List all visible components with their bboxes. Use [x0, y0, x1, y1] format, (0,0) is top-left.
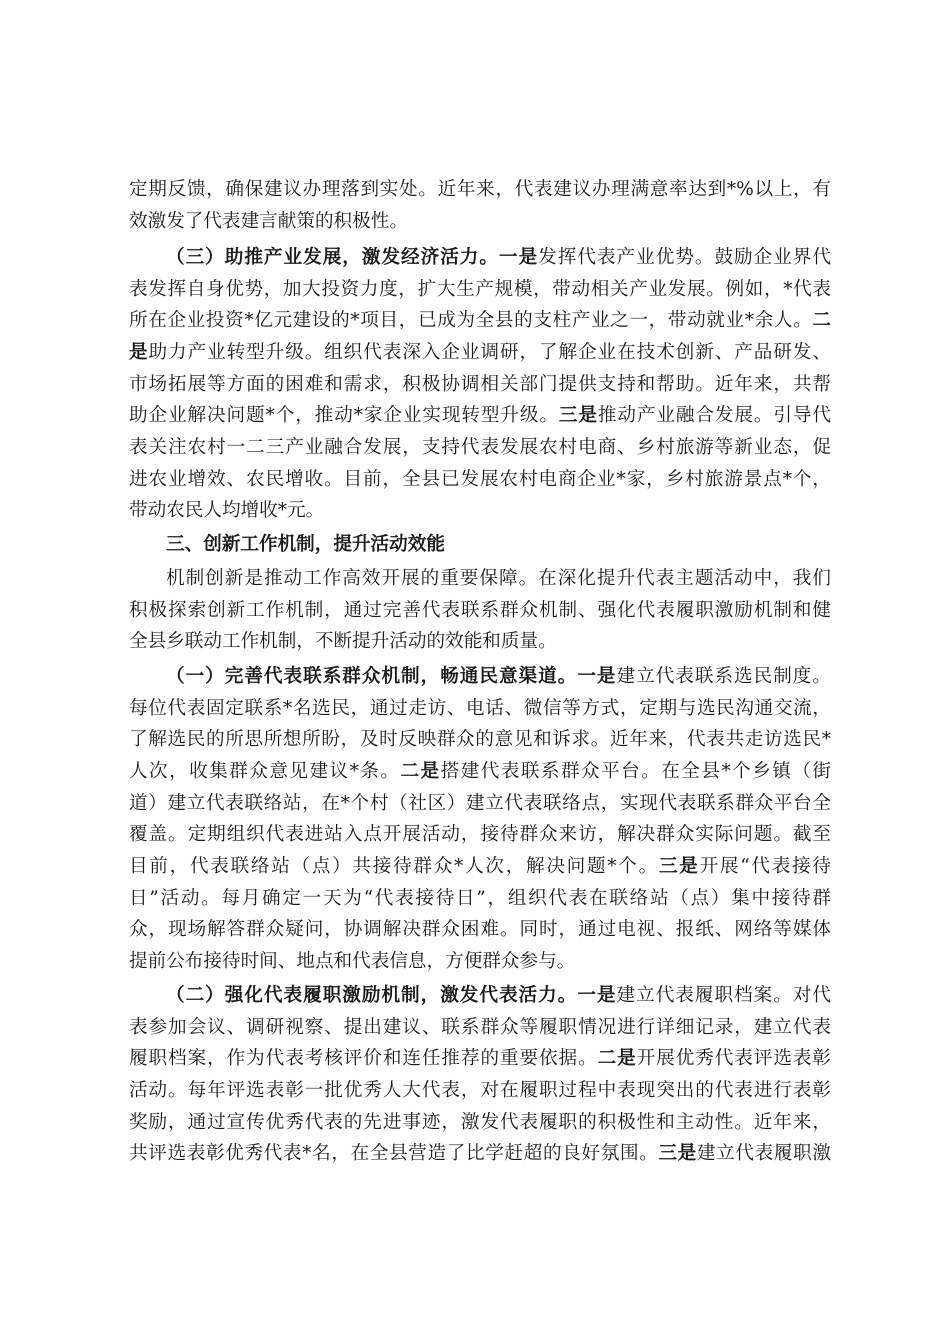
- bold-text-run: （一）完善代表联系群众机制，畅通民意渠道。: [166, 666, 578, 687]
- paragraph-line: [166, 564, 831, 594]
- text-run: 推动产业融合发展。引导代: [597, 405, 831, 426]
- bold-text-run: 三是: [558, 405, 598, 426]
- paragraph-line: [129, 275, 831, 305]
- paragraph-line: [129, 596, 831, 626]
- text-run: 共评选表彰优秀代表*名，在全县营造了比学赶超的良好氛围。: [129, 1143, 659, 1164]
- text-run: 定期反馈，确保建议办理落到实处。近年来，代表建议办理满意率达到*%以上，有: [129, 179, 831, 200]
- paragraph-line: [129, 496, 831, 526]
- text-run: 助企业解决问题*个，推动*家企业实现转型升级。: [129, 405, 559, 426]
- text-run: 目前，代表联络站（点）共接待群众*人次，解决问题*个。: [129, 856, 659, 877]
- paragraph-line: [129, 915, 831, 945]
- paragraph-line: [129, 338, 831, 368]
- text-run: 奖励，通过宣传优秀代表的先进事迹，激发代表履职的积极性和主动性。近年来，: [129, 1112, 831, 1133]
- bold-text-run: （二）强化代表履职激励机制，激发代表活力。: [166, 985, 578, 1006]
- bold-text-run: 二是: [400, 761, 441, 782]
- text-run: 日”活动。每月确定一天为“代表接待日”，组织代表在联络站（点）集中接待群: [129, 888, 831, 909]
- paragraph-line: [129, 820, 831, 850]
- bold-text-run: 三是: [658, 1143, 697, 1164]
- text-run: 表发挥自身优势，加大投资力度，扩大生产规模，带动相关产业发展。例如，*代表: [129, 279, 831, 300]
- paragraph-line: [129, 1076, 831, 1106]
- bold-text-run: 三是: [658, 856, 700, 877]
- paragraph-line: [129, 725, 831, 755]
- bold-text-run: 二是: [597, 1048, 637, 1069]
- bold-text-run: 一是: [577, 666, 617, 687]
- text-run: 每位代表固定联系*名选民，通过走访、电话、微信等方式，定期与选民沟通交流，: [129, 698, 831, 719]
- text-run: 积极探索创新工作机制，通过完善代表联系群众机制、强化代表履职激励机制和健: [129, 600, 831, 621]
- bold-text-run: 一是: [498, 247, 539, 268]
- text-run: 表参加会议、调研视察、提出建议、联系群众等履职情况进行详细记录，建立代表: [129, 1017, 831, 1038]
- paragraph-line: [129, 627, 831, 657]
- text-run: 履职档案，作为代表考核评价和连任推荐的重要依据。: [129, 1048, 598, 1069]
- paragraph-line: [129, 694, 831, 724]
- text-run: 活动。每年评选表彰一批优秀人大代表，对在履职过程中表现突出的代表进行表彰: [129, 1080, 831, 1101]
- paragraph-line: [129, 947, 831, 977]
- text-run: 发挥代表产业优势。鼓励企业界代: [538, 247, 831, 268]
- paragraph-line: [129, 852, 831, 882]
- bold-text-run: 二: [812, 310, 831, 331]
- text-run: 带动农民人均增收*元。: [129, 500, 325, 521]
- paragraph-line: [129, 306, 831, 336]
- text-run: 人次，收集群众意见建议*条。: [129, 761, 401, 782]
- text-run: 开展优秀代表评选表彰: [636, 1048, 831, 1069]
- section-heading-line: [166, 662, 831, 692]
- text-run: 全县乡联动工作机制，不断提升活动的效能和质量。: [129, 631, 557, 652]
- text-run: 道）建立代表联络站，在*个村（社区）建立代表联络点，实现代表联系群众平台全: [129, 793, 831, 814]
- bold-text-run: 三、创新工作机制，提升活动效能: [166, 534, 445, 555]
- text-run: 机制创新是推动工作高效开展的重要保障。在深化提升代表主题活动中，我们: [166, 568, 831, 589]
- text-run: 众，现场解答群众疑问，协调解决群众困难。同时，通过电视、报纸、网络等媒体: [129, 919, 831, 940]
- text-run: 表关注农村一二三产业融合发展，支持代表发展农村电商、乡村旅游等新业态，促: [129, 437, 831, 458]
- text-run: 建立代表履职激: [696, 1143, 831, 1164]
- bold-text-run: 一是: [577, 985, 617, 1006]
- paragraph-line: [129, 1139, 831, 1169]
- paragraph-line: [129, 465, 831, 495]
- text-run: 效激发了代表建言献策的积极性。: [129, 211, 408, 232]
- text-run: 开展“代表接待: [699, 856, 831, 877]
- paragraph-line: [129, 433, 831, 463]
- text-run: 市场拓展等方面的困难和需求，积极协调相关部门提供支持和帮助。近年来，共帮: [129, 374, 831, 395]
- section-heading-line: [166, 981, 831, 1011]
- paragraph-line: [129, 175, 831, 205]
- section-heading-line: [166, 243, 831, 273]
- chapter-heading: [166, 530, 831, 560]
- paragraph-line: [129, 1013, 831, 1043]
- bold-text-run: （三）助推产业发展，激发经济活力。: [166, 247, 499, 268]
- text-run: 进农业增效、农民增收。目前，全县已发展农村电商企业*家，乡村旅游景点*个，: [129, 469, 831, 490]
- paragraph-line: [129, 1108, 831, 1138]
- paragraph-line: [129, 1044, 831, 1074]
- paragraph-line: [129, 401, 831, 431]
- bold-text-run: 是: [129, 342, 149, 363]
- text-run: 助力产业转型升级。组织代表深入企业调研，了解企业在技术创新、产品研发、: [148, 342, 831, 363]
- paragraph-line: [129, 789, 831, 819]
- text-run: 建立代表联系选民制度。: [616, 666, 831, 687]
- paragraph-line: [129, 207, 831, 237]
- text-run: 建立代表履职档案。对代: [616, 985, 831, 1006]
- text-run: 覆盖。定期组织代表进站入点开展活动，接待群众来访，解决群众实际问题。截至: [129, 824, 831, 845]
- text-run: 了解选民的所思所想所盼，及时反映群众的意见和诉求。近年来，代表共走访选民*: [129, 729, 831, 750]
- text-run: 搭建代表联系群众平台。在全县*个乡镇（街: [440, 761, 831, 782]
- text-run: 所在企业投资*亿元建设的*项目，已成为全县的支柱产业之一，带动就业*余人。: [129, 310, 813, 331]
- paragraph-line: [129, 370, 831, 400]
- paragraph-line: [129, 884, 831, 914]
- paragraph-line: [129, 757, 831, 787]
- text-run: 提前公布接待时间、地点和代表信息，方便群众参与。: [129, 951, 576, 972]
